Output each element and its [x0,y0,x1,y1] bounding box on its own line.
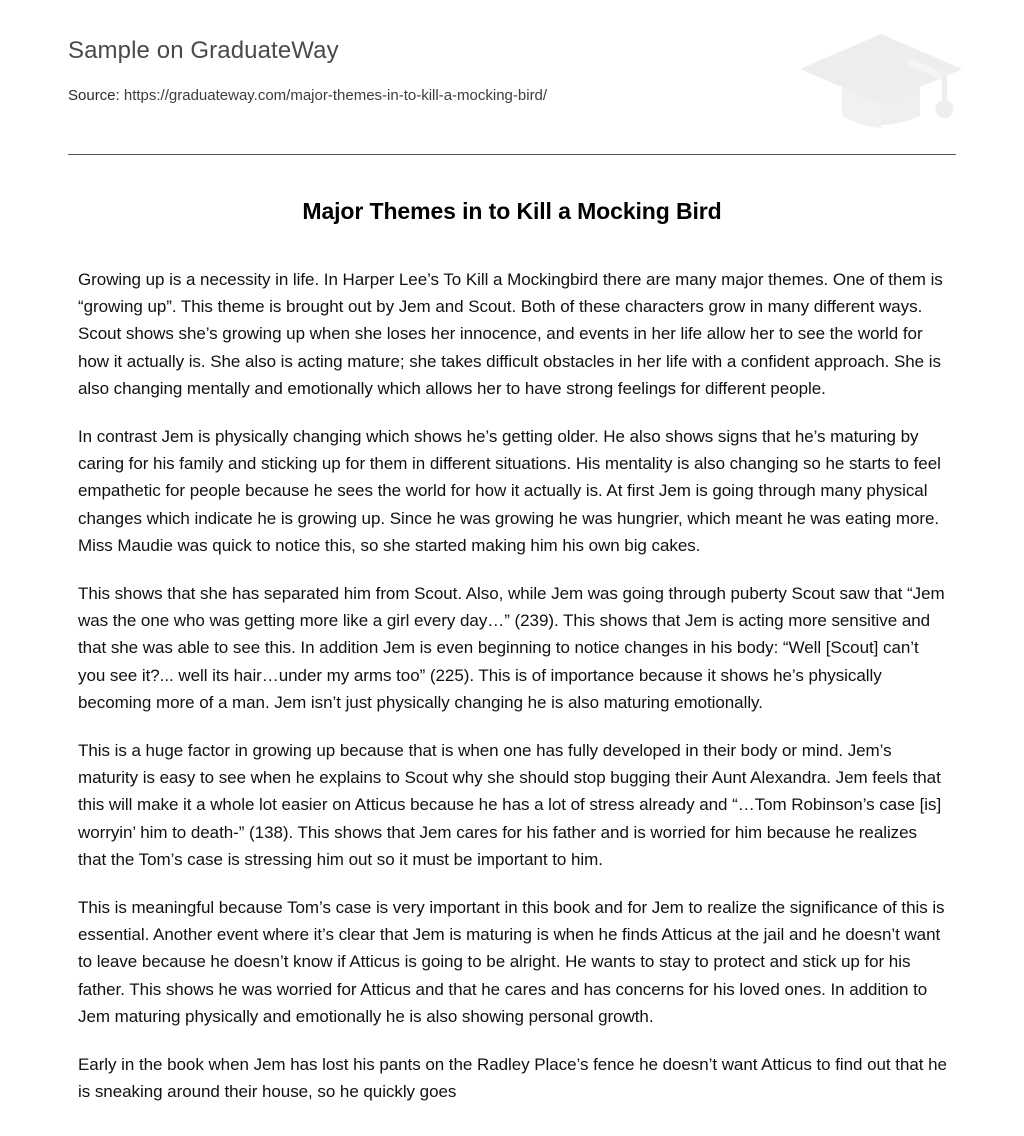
source-label: Source: [68,87,120,104]
page-title: Major Themes in to Kill a Mocking Bird [302,198,722,224]
source-line [68,86,547,106]
body-paragraph: This is a huge factor in growing up because that is when one has fully developed in their body or mind. Jem’s maturity is easy to see when he explains to Scout why she should stop bugging their Aunt Alexandra. Jem feels that this will make it a whole lot easier on Atticus because he has a lot of stress already and “…Tom Robinson’s case [is] worryin’ him to death-” (138). This shows that Jem cares for his father and is worried for him because he realizes that the Tom’s case is stressing him out so it must be important to him. [78,741,942,869]
source-url[interactable]: https://graduateway.com/major-themes-in-to-kill-a-mocking-bird/ [123,87,548,104]
graduation-cap-icon [796,22,966,142]
header-divider [68,154,956,155]
body-paragraph: This shows that she has separated him from Scout. Also, while Jem was going through puberty Scout saw that “Jem was the one who was getting more like a girl every day…” (239). This shows that Jem is acting more sensitive and that she was able to see this. In addition Jem is even beginning to notice changes in his body: “Well [Scout] can’t you see it?... well its hair…under my arms too” (225). This is of importance because it shows he’s physically becoming more of a man. Jem isn’t just physically changing he is also maturing emotionally. [78,584,945,712]
brand-title: Sample on GraduateWay [68,37,339,64]
body-paragraph: In contrast Jem is physically changing which shows he’s getting older. He also shows signs that he’s maturing by caring for his family and sticking up for them in different situations. His mentality is also changing so he starts to feel empathetic for people because he sees the world for how it actually is. At first Jem is going through many physical changes which indicate he is growing up. Since he was growing he was hungrier, which meant he was eating more. Miss Maudie was quick to notice this, so she started making him his own big cakes. [78,427,941,555]
body-paragraph: Early in the book when Jem has lost his pants on the Radley Place’s fence he doesn’t want Atticus to find out that he is sneaking around their house, so he quickly goes [78,1055,947,1102]
document-header [0,0,1024,155]
body-paragraph: Growing up is a necessity in life. In Harper Lee’s To Kill a Mockingbird there are many major themes. One of them is “growing up”. This theme is brought out by Jem and Scout. Both of these characters grow in many different ways. Scout shows she’s growing up when she loses her innocence, and events in her life allow her to see the world for how it actually is. She also is acting mature; she takes difficult obstacles in her life with a confident approach. She is also changing mentally and emotionally which allows her to have strong feelings for different people. [78,270,943,398]
document-body [78,266,947,1105]
body-paragraph: This is meaningful because Tom’s case is very important in this book and for Jem to realize the significance of this is essential. Another event where it’s clear that Jem is maturing is when he finds Atticus at the jail and he doesn’t want to leave because he doesn’t know if Atticus is going to be alright. He wants to stay to protect and stick up for his father. This shows he was worried for Atticus and that he cares and has concerns for his loved ones. In addition to Jem maturing physically and emotionally he is also showing personal growth. [78,898,945,1026]
